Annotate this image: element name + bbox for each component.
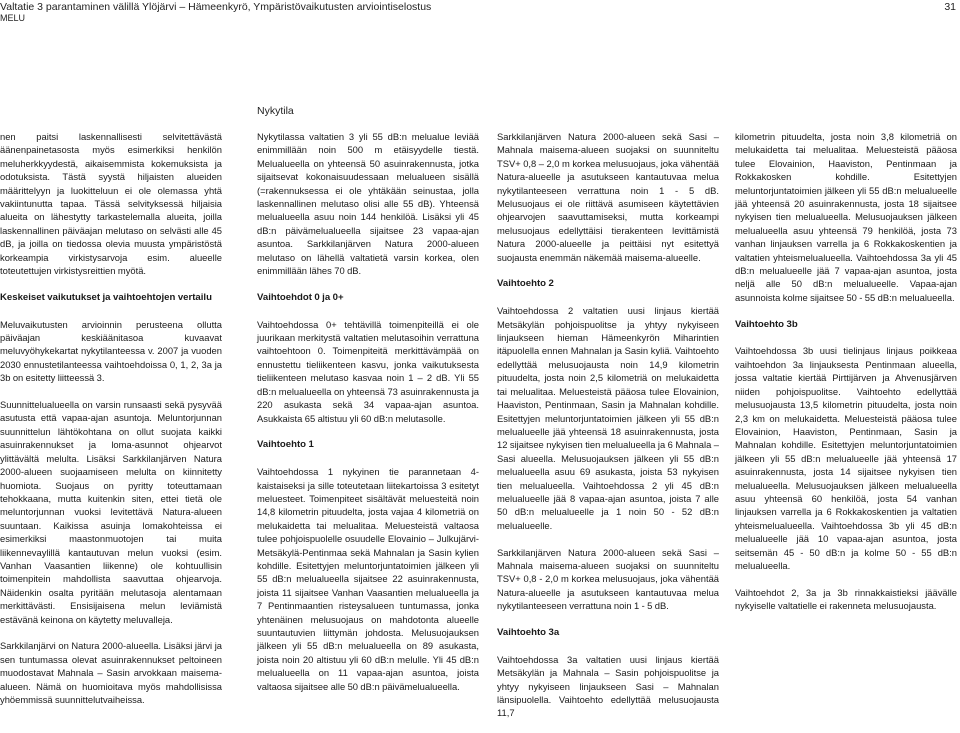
subsection-heading: Keskeiset vaikutukset ja vaihtoehtojen vertailu [0, 291, 212, 303]
body-paragraph: Suunnittelualueella on varsin runsaasti sekä pysyvää asutusta että vapaa-ajan asuntoja. Meluntorjunnan suunnittelun lähtökohtana on ollut suojata kaikki asuinrakennukset ja loma-asunnot ohjearvot ylittävältä melulta. Lisäksi Sarkkilanjärven Natura 2000-alueen suojaamiseen melulta on kiinnitetty huomiota. Suojaus on pyritty toteuttamaan tehokkaana, mutta kuitenkin siten, ettei tietä ole meluntorjunnan vuoksi levitettävä Natura-alueen suuntaan. Kaikissa asuinja lomakohteissa ei esimerkiksi maastonmuotojen tai muita liikennevaylillä kantautuvan melun vuoksi (esim. Vanhan Vaasantien liikenne) ole kohtuullisin toimenpitein mahdollista saavuttaa ohjearvoja. Näidenkin osalta pyritään melutasoja alentamaan merkittävästi. Ensisijaisena melun leviämistä estävänä keinona on käytetty meluvalleja. [0, 399, 222, 625]
body-paragraph: Vaihtoehdossa 3a valtatien uusi linjaus kiertää Metsäkylän ja Mahnala – Sasin pohjoispuolitse ja yhtyy nykyiseen linjaukseen Sasi – Mahnalan länsipuolella. Vaihtoehto edellyttää melusuojausta 11,7 [497, 653, 719, 719]
body-paragraph: Vaihtoehdossa 1 nykyinen tie parannetaan 4-kaistaiseksi ja sille toteutetaan liitekartoissa 3 esitetyt meluesteet. Toimenpiteet sisältävät meluesteitä noin 14,8 kilometrin pituudelta, josta vajaa 4 kilometriä on melukaidetta tai melualitaa. Meluesteistä valtaosa tulee pohjoispuolelle osuudelle Elovainio – Julkujärvi-Metsäkylä-Pentinmaa sekä Mahnalan ja Sasin kylien kohdille. Esitettyjen meluntorjuntatoimien jälkeen yli 55 dB:n melualueella sijaitsee 22 asuinrakennusta, joista 11 sijaitsee Vanhan Vaasantien melualueella ja 7 Pentinmaantien risteysalueen tuntumassa, jonka yhtenäinen melusuojaus on mahdotonta alueelle suuntautuvien liittymän johdosta. Melusuojauksen jälkeen yli 55 dB:n melualueella on 89 asukasta, joista noin 20 altistuu yli 60 dB:n melulle. Yli 45 dB:n melualueella on 11 vapaa-ajan asuntoa, joista valtaosa sijaitsee alle 50 dB:n päivämelualueella. [257, 466, 479, 692]
text-column-1 [0, 130, 222, 720]
subsection-heading: Vaihtoehto 3a [497, 626, 560, 638]
body-paragraph: Sarkkilanjärven Natura 2000-alueen sekä Sasi – Mahnala maisema-alueen suojaksi on suunniteltu TSV+ 0,8 – 2,0 m korkea melusuojaus, joka vähentää Natura-alueelle ja asutukseen kantautuvaa melua nykytilanteeseen verrattuna noin 1 - 5 dB. Melusuojaus ei ole riittävä asumiseen käytettävien ohjearvojen saavuttamiseksi, mutta korkeampi melusuojaus edellyttäisi tierakenteen levittämistä Natura 2000-alueelle ja peittäisi nyt esitettyä suojausta enemmän näkemää maisema-alueelle. [497, 131, 719, 263]
text-column-4 [735, 130, 957, 626]
body-paragraph: Sarkkilanjärven Natura 2000-alueen sekä Sasi – Mahnala maisema-alueen suojaksi on suunniteltu TSV+ 0,8 - 2,0 m korkea melusuojaus, joka vähentää Natura-alueelle ja asutukseen kantautuvaa melua nykytilanteeseen verrattuna noin 1 - 5 dB. [497, 546, 719, 612]
subsection-heading: Vaihtoehto 1 [257, 439, 314, 451]
body-paragraph: Meluvaikutusten arvioinnin perusteena ollutta päiväajan keskiäänitasoa kuvaavat meluvyöhykekartat nykytilanteessa v. 2007 ja vuoden 2030 ennustetilanteessa vaihtoehdoissa 0, 1, 2, 3a ja 3b on esitetty liitteessä 3. [0, 318, 222, 384]
body-paragraph: Vaihtoehdot 2, 3a ja 3b rinnakkaistieksi jäävälle nykyiselle valtatielle ei rakenneta melusuojausta. [735, 586, 957, 612]
page-number: 31 [944, 1, 956, 13]
body-paragraph: Vaihtoehdossa 0+ tehtävillä toimenpiteillä ei ole juurikaan merkitystä valtatien melutasoihin verrattuna vaihtoehtoon 0. Toimenpiteitä merkittävämpää on ennustettu tieliikenteen kasvu, jonka vaikutuksesta tieliikenteen melutaso kasvaa noin 1 – 2 dB. Yli 55 dB:n melualueella on yhteensä 73 asuinrakennusta ja 220 asukasta sekä 34 vapaa-ajan asuntoa. Asukkaista 65 altistuu yli 60 dB:n melutasolle. [257, 318, 479, 424]
body-paragraph: Sarkkilanjärvi on Natura 2000-alueella. Lisäksi järvi ja sen tuntumassa olevat asuinrakennukset peltoineen muodostavat Mahnala – Sasin arvokkaan maisema-alueen. Nämä on huomioitava myös mahdollisissa yhöemmissä suunnittelutvaiheissa. [0, 640, 222, 705]
body-paragraph: Nykytilassa valtatien 3 yli 55 dB:n melualue leviää enimmillään noin 500 m etäisyydelle tiestä. Melualueella on yhteensä 50 asuinrakennusta, jotka sijaitsevat kokonaisuudessaan melualueen sisällä (=rakennuksessa ei ole yhtäkään seinustaa, jolla laskennallinen melutaso olisi alle 55 dB). Yhteensä melualueella asuu noin 144 henkilöä. Lisäksi yli 45 dB:n päivämelualueella sijaitsee 23 vapaa-ajan asuntoa. Sarkkilanjärven Natura 2000-alueen melutaso on lähellä valtatietä varsin korkea, olen enimmillään lähes 70 dB. [257, 131, 479, 277]
text-column-3 [497, 130, 719, 733]
document-title: Valtatie 3 parantaminen välillä Ylöjärvi – Hämeenkyrö, Ympäristövaikutusten arviointiselostus [0, 1, 432, 13]
body-paragraph: kilometrin pituudelta, josta noin 3,8 kilometriä on melukaidetta tai melualitaa. Meluesteistä pääosa tulee Elovainion, Haaviston, Pentinmaan ja Rokkakosken kohdille. Esitettyjen meluntorjuntatoimien jälkeen yli 55 dB:n melualueelle jää yhteensä 20 asuinrakennusta, josta 18 sijaitsee nykyisen tien melualueella. Melusuojauksen jälkeen melualueella asuu yhteensä 79 henkilöä, josta 73 vanhan linjauksen varrella ja 6 Rokkakoskentien ja valtatien yhteismelualueella. Vaihtoehdossa 3a yli 45 dB:n melualueelle jää 7 vapaa-ajan asuntoa, josta neljä alle 50 dB:n melualueelle. Vapaa-ajan asunnoista kolme sijaitsee 50 - 55 dB:n melualueella. [735, 131, 957, 303]
body-paragraph: Vaihtoehdossa 2 valtatien uusi linjaus kiertää Metsäkylän pohjoispuolitse ja yhtyy nykyiseen linjaukseen hieman Hämeenkyrön Miharintien itäpuolella ennen Mahnalan ja Sasin kyliä. Vaihtoehto edellyttää melusuojausta noin 14,9 kilometrin pituudelta, josta noin 2,5 kilometriä on melukaidetta tai melualitaa. Meluesteistä pääosa tulee Elovainion, Haaviston, Pentinmaan, Sasin ja Mahnalan kohdille. Esitettyjen meluntorjuntatoimien jälkeen yli 55 dB:n melualueelle jää yhteensä 18 asuinrakennusta, josta 12 sijaitsee nykyisen tien melualueella ja 6 Mahnala – Sasi alueella. Melusuojauksen jälkeen yli 55 dB:n melualueella asuu 69 asukasta, joista 53 nykyisen tien melualueella. Vaihtoehdossa 2 yli 45 dB:n melualueelle jää 8 vapaa-ajan asuntoa, joista 7 alle 50 dB:n melualueelle ja 1 noin 50 - 52 dB:n melualueelle. [497, 305, 719, 531]
section-heading-nykytila: Nykytila [257, 105, 294, 117]
subsection-heading: Vaihtoehdot 0 ja 0+ [257, 291, 344, 303]
subsection-heading: Vaihtoehto 2 [497, 278, 554, 290]
document-section-label: MELU [0, 13, 26, 23]
body-paragraph: Vaihtoehdossa 3b uusi tielinjaus linjaus poikkeaa vaihtoehdon 3a linjauksesta Pentinmaan alueella, jossa valtatie kiertää Pirttijärven ja Ahvenusjärven niiden pohjoispuolitse. Vaihtoehto edellyttää melusuojausta 13,5 kilometrin pituudelta, josta noin 2,3 km on melukaidetta. Meluesteistä pääosa tulee Elovainion, Haaviston, Pentinmaan, Sasin ja Mahnalan kohdille. Esitettyjen meluntorjuntatoimien jälkeen yli 55 dB:n melualueelle jää yhteensä 17 asuinrakennusta, josta 14 sijaitsee nykyisen tien melualueella. Melusuojauksen jälkeen melualueella asuu yhteensä 60 henkilöä, josta 54 vanhan linjauksen varrella ja 6 Rokkakoskentien ja valtatien yhteismelualueella. Vaihtoehdossa 3b yli 45 dB:n melualueelle jää 10 vapaa-ajan asuntoa, josta seitsemän 45 - 50 dB:n ja kolme 50 - 55 dB:n melualueella. [735, 345, 957, 571]
body-paragraph: nen paitsi laskennallisesti selvitettävästä äänenpainetasosta myös esimerkiksi henkilön meluherkkyydestä, aikaisemmista kokemuksista ja odotuksista. Tästä syystä hiljaisten alueiden määrittelyyn ja luokitteluun ei ole olemassa yhtä vakiintunutta tapaa. Tässä selvityksessä hiljaisia alueita on lähestytty tarkastelemalla alueita, joilla laskennallinen päiväajan melutaso on selvästi alle 45 dB, ja joilla on tiedossa olevia muusta ympäristöstä korkeampia virkistysarvoja esim. alueelle toteutettujen virkistysreittien myötä. [0, 131, 222, 277]
subsection-heading: Vaihtoehto 3b [735, 318, 798, 330]
text-column-2 [257, 130, 479, 706]
